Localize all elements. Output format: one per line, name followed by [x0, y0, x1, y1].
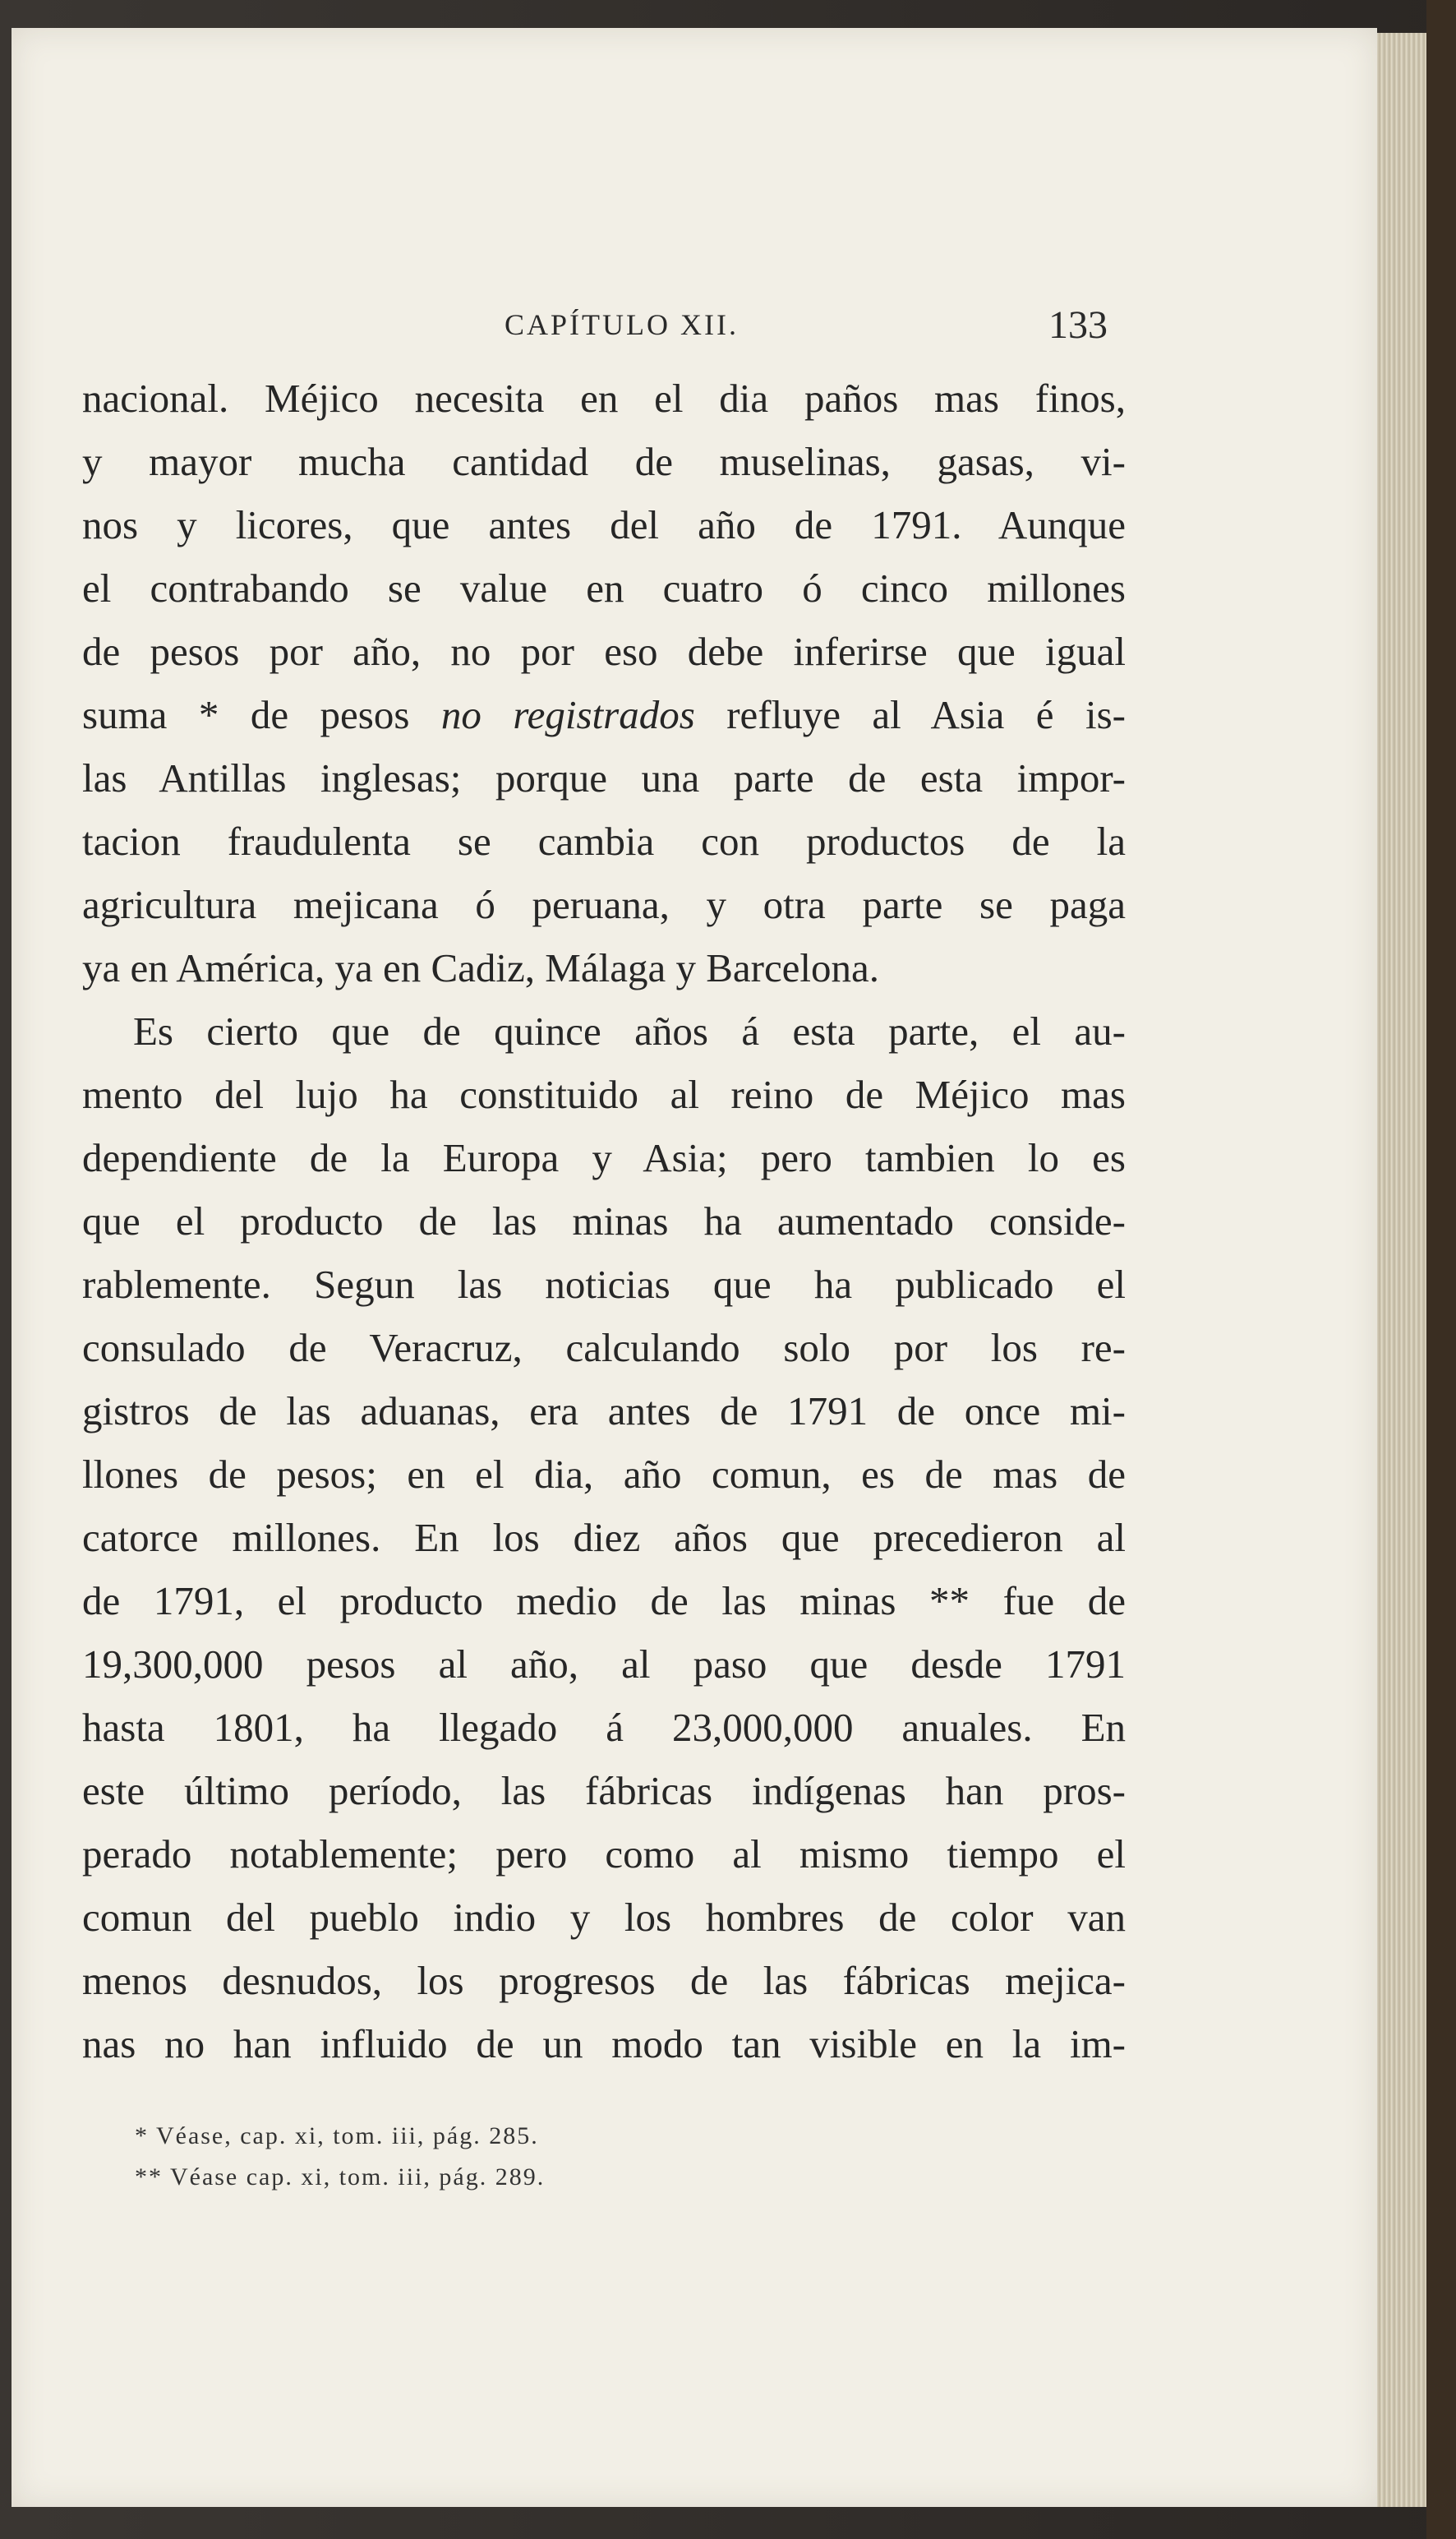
text-line-8: tacion fraudulenta se cambia con productos de la: [82, 819, 1126, 864]
text-line-18: llones de pesos; en el dia, año comun, es de mas de: [82, 1452, 1126, 1497]
text-line-27: nas no han influido de un modo tan visible en la im-: [82, 2021, 1126, 2066]
text-line-4: el contrabando se value en cuatro ó cinco millones: [82, 566, 1126, 611]
text-line-17: gistros de las aduanas, era antes de 1791 de once mi-: [82, 1388, 1126, 1433]
text-line-14: que el producto de las minas ha aumentado conside-: [82, 1198, 1126, 1244]
text-line-2: y mayor mucha cantidad de muselinas, gasas, vi-: [82, 439, 1126, 484]
text-line-20: de 1791, el producto medio de las minas ** fue de: [82, 1578, 1126, 1623]
text-line-21: 19,300,000 pesos al año, al paso que desde 1791: [82, 1641, 1126, 1687]
text-line-15: rablemente. Segun las noticias que ha publicado el: [82, 1262, 1126, 1307]
text-line-6-start: suma * de pesos: [82, 692, 441, 737]
text-line-23: este último período, las fábricas indígenas han pros-: [82, 1768, 1126, 1813]
text-line-25: comun del pueblo indio y los hombres de color van: [82, 1895, 1126, 1940]
footnote-2: ** Véase cap. xi, tom. iii, pág. 289.: [135, 2163, 546, 2190]
book-binding: [1426, 0, 1456, 2539]
text-line-12: mento del lujo ha constituido al reino de Méjico mas: [82, 1072, 1126, 1117]
footnote-1: * Véase, cap. xi, tom. iii, pág. 285.: [135, 2122, 539, 2149]
book-page: [12, 28, 1377, 2507]
page-number: 133: [1048, 303, 1108, 347]
text-line-11: Es cierto que de quince años á esta parte, el au-: [133, 1009, 1126, 1054]
text-line-22: hasta 1801, ha llegado á 23,000,000 anuales. En: [82, 1705, 1126, 1750]
text-line-19: catorce millones. En los diez años que precedieron al: [82, 1515, 1126, 1560]
body-text: [82, 367, 1126, 2075]
text-line-16: consulado de Veracruz, calculando solo por los re-: [82, 1325, 1126, 1370]
chapter-title: CAPÍTULO XII.: [505, 308, 739, 341]
text-line-6: [82, 683, 1126, 746]
footnotes: [135, 2116, 874, 2198]
text-line-6-end: refluye al Asia é is-: [694, 692, 1126, 737]
text-line-26: menos desnudos, los progresos de las fábricas mejica-: [82, 1958, 1126, 2003]
text-line-5: de pesos por año, no por eso debe inferirse que igual: [82, 629, 1126, 674]
text-line-3: nos y licores, que antes del año de 1791. Aunque: [82, 502, 1126, 547]
text-line-10: ya en América, ya en Cadiz, Málaga y Barcelona.: [82, 945, 880, 990]
text-line-24: perado notablemente; pero como al mismo tiempo el: [82, 1831, 1126, 1877]
text-line-7: las Antillas inglesas; porque una parte de esta impor-: [82, 755, 1126, 801]
book-page-edges: [1377, 33, 1426, 2507]
text-line-13: dependiente de la Europa y Asia; pero tambien lo es: [82, 1135, 1126, 1180]
emphasis-no-registrados: no registrados: [440, 692, 695, 737]
text-line-9: agricultura mejicana ó peruana, y otra parte se paga: [82, 882, 1126, 927]
running-head: [12, 304, 1377, 353]
text-line-1: nacional. Méjico necesita en el dia paños mas finos,: [82, 376, 1126, 421]
